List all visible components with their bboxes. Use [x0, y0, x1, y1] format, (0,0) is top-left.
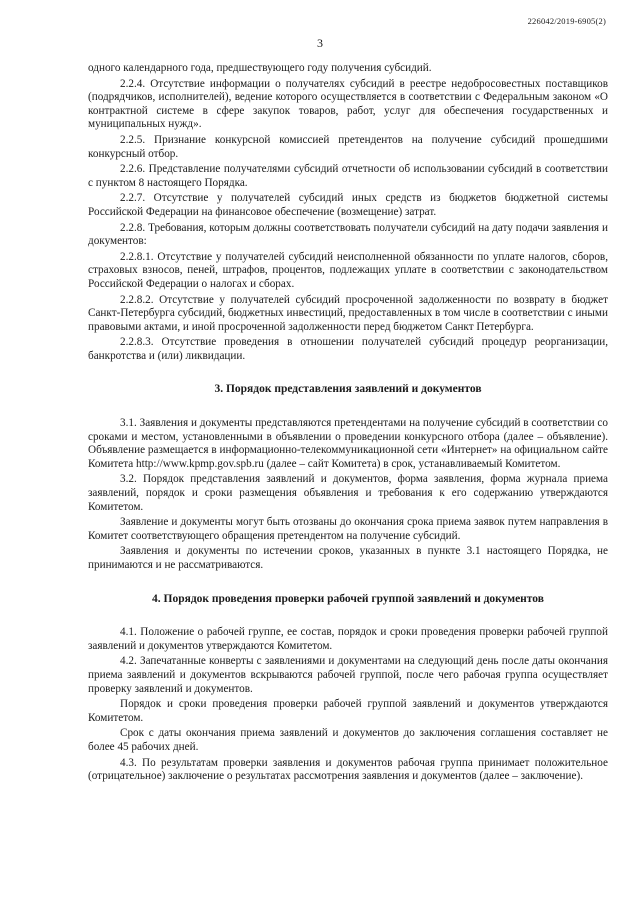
paragraph-3-1: 3.1. Заявления и документы представляются претендентами на получение субсидий в соответствии со сроками и местом, установленными в объявлении о проведении конкурсного отбора (далее – объявление). Объявление размещается в информационно-телекоммуникационной сети «Интернет» на официальном сайте Комитета http://www.kpmp.gov.spb.ru (далее – сайт Комитета) в срок, устанавливаемый Комитетом. — [88, 417, 608, 470]
paragraph-2-2-5: 2.2.5. Признание конкурсной комиссией претендентов на получение субсидий прошедшими конкурсный отбор. — [88, 133, 608, 160]
section-4-heading: 4. Порядок проведения проверки рабочей группой заявлений и документов — [152, 592, 544, 605]
page-number: 3 — [317, 36, 323, 50]
paragraph-4-1: 4.1. Положение о рабочей группе, ее состав, порядок и сроки проведения проверки рабочей группой заявлений и документов утверждаются Комитетом. — [88, 626, 608, 652]
paragraph-2-2-8-1: 2.2.8.1. Отсутствие у получателей субсидий неисполненной обязанности по уплате налогов, сборов, страховых взносов, пеней, штрафов, процентов, подлежащих уплате в соответствии с законодательством Российской Федерации о налогах и сборах. — [88, 250, 608, 290]
paragraph-continuation: одного календарного года, предшествующего году получения субсидий. — [88, 62, 432, 74]
paragraph-4-2-term: Срок с даты окончания приема заявлений и документов до заключения соглашения составляет не более 45 рабочих дней. — [88, 727, 608, 753]
paragraph-3-2-withdrawal: Заявление и документы могут быть отозваны до окончания срока приема заявок путем направления в Комитет соответствующего обращения претендентом на получение субсидий. — [88, 516, 608, 542]
document-number: 226042/2019-6905(2) — [527, 16, 606, 26]
section-3-heading: 3. Порядок представления заявлений и документов — [214, 383, 482, 396]
paragraph-2-2-8-2: 2.2.8.2. Отсутствие у получателей субсидий просроченной задолженности по возврату в бюджет Санкт-Петербурга субсидий, бюджетных инвестиций, предоставленных в том числе в соответствии с иными правовыми актами, и иной просроченной задолженности перед бюджетом Санкт Петербурга. — [88, 293, 608, 333]
paragraph-3-2: 3.2. Порядок представления заявлений и документов, форма заявления, форма журнала приема заявлений, порядок и сроки размещения объявления и требования к его содержанию утверждаются Комитетом. — [88, 473, 608, 513]
paragraph-2-2-8-3: 2.2.8.3. Отсутствие проведения в отношении получателей субсидий процедур реорганизации, банкротства и (или) ликвидации. — [88, 336, 608, 362]
paragraph-2-2-4: 2.2.4. Отсутствие информации о получателях субсидий в реестре недобросовестных поставщиков (подрядчиков, исполнителей), ведение которого осуществляется в соответствии с Федеральным законом «О контрактной системе в сфере закупок товаров, работ, услуг для обеспечения государственных и муниципальных нужд». — [88, 77, 608, 131]
paragraph-2-2-6: 2.2.6. Представление получателями субсидий отчетности об использовании субсидий в соответствии с пунктом 8 настоящего Порядка. — [88, 163, 608, 189]
paragraph-4-3: 4.3. По результатам проверки заявления и документов рабочая группа принимает положительное (отрицательное) заключение о результатах рассмотрения заявления и документов (далее – заключение). — [88, 756, 608, 783]
paragraph-4-2-procedure: Порядок и сроки проведения проверки рабочей группой заявлений и документов утверждаются Комитетом. — [88, 698, 608, 724]
paragraph-3-2-late: Заявления и документы по истечении сроков, указанных в пункте 3.1 настоящего Порядка, не принимаются и не рассматриваются. — [88, 545, 608, 571]
document-body — [88, 62, 608, 784]
paragraph-2-2-8: 2.2.8. Требования, которым должны соответствовать получатели субсидий на дату подачи заявления и документов: — [88, 221, 608, 248]
paragraph-4-2: 4.2. Запечатанные конверты с заявлениями и документами на следующий день после даты окончания приема заявлений и документов вскрываются рабочей группой, после чего рабочая группа осуществляет проверку заявлений и документов. — [88, 655, 608, 695]
paragraph-2-2-7: 2.2.7. Отсутствие у получателей субсидий иных средств из бюджетов бюджетной системы Российской Федерации на финансовое обеспечение (возмещение) затрат. — [88, 192, 608, 218]
